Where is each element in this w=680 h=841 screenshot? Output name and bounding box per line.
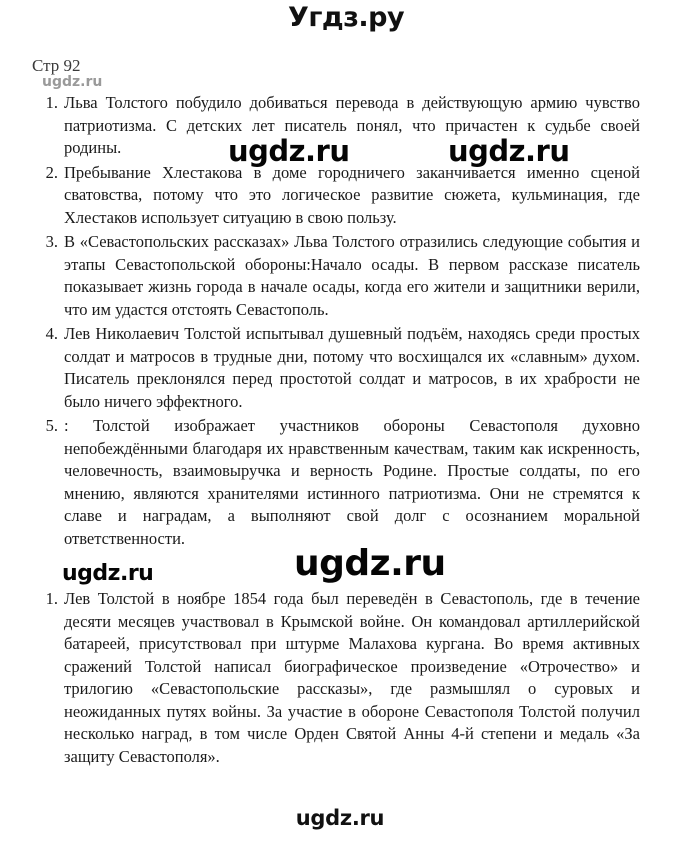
overlay-watermark: ugdz.ru bbox=[294, 543, 446, 584]
answers-list-one bbox=[40, 92, 640, 550]
list-item-number: 1. bbox=[45, 93, 58, 112]
list-item-number: 4. bbox=[45, 324, 58, 343]
list-item bbox=[40, 162, 640, 230]
list-item bbox=[40, 323, 640, 413]
list-item-text: В «Севастопольских рассказах» Льва Толстого отразились следующие события и этапы Севастопольской обороны:Начало осады. В первом рассказе писатель показывает жизнь города в начале осады, когда его жители и защитники верили, что им удастся отстоять Севастополь. bbox=[64, 232, 640, 319]
list-item-text: Пребывание Хлестакова в доме городничего заканчивается именно сценой сватовства, потому что это логическое развитие сюжета, кульминация, где Хлестаков использует ситуацию в свою пользу. bbox=[64, 162, 640, 227]
answers-section-two bbox=[40, 588, 640, 770]
site-logo: Угдз.ру bbox=[288, 2, 405, 33]
overlay-watermark: ugdz.ru bbox=[62, 561, 154, 586]
overlay-watermark: ugdz.ru bbox=[228, 134, 350, 168]
list-item-number: 5. bbox=[45, 416, 58, 435]
bottom-watermark: ugdz.ru bbox=[295, 806, 385, 830]
list-item bbox=[40, 588, 640, 768]
list-item-number: 1. bbox=[45, 589, 58, 608]
list-item bbox=[40, 92, 640, 160]
answers-section-one bbox=[40, 92, 640, 552]
answers-list-two bbox=[40, 588, 640, 768]
list-item-text: Льва Толстого побудило добиваться перевода в действующую армию чувство патриотизма. С детских лет писатель понял, что причастен к судьбе своей родины. bbox=[64, 93, 640, 157]
list-item-number: 3. bbox=[45, 232, 58, 251]
list-item bbox=[40, 415, 640, 550]
overlay-watermark: ugdz.ru bbox=[448, 134, 570, 168]
page-title: Стр 92 bbox=[32, 56, 81, 75]
list-item-number: 2. bbox=[45, 162, 58, 182]
faint-watermark: ugdz.ru bbox=[42, 74, 103, 90]
list-item-text: : Толстой изображает участников обороны Севастополя духовно непобеждёнными благодаря их нравственным качествам, таким как искренность, человечность, взаимовыручка и верность Родине. Простые солдаты, по его мнению, являются хранителями истинного патриотизма. Они не стремятся к славе и наградам, а выполняют свой долг с осознанием моральной ответственности. bbox=[64, 416, 640, 548]
list-item bbox=[40, 231, 640, 321]
list-item-text: Лев Толстой в ноябре 1854 года был переведён в Севастополь, где в течение десяти месяцев участвовал в Крымской войне. Он командовал артиллерийской батареей, присутствовал при штурме Малахова кургана. Во время активных сражений Толстой написал биографическое произведение «Отрочество» и трилогию «Севастопольские рассказы», где размышлял о суровых и неожиданных путях войны. За участие в обороне Севастополя Толстой получил несколько наград, в том числе Орден Святой Анны 4-й степени и медаль «За защиту Севастополя». bbox=[64, 589, 640, 766]
list-item-text: Лев Николаевич Толстой испытывал душевный подъём, находясь среди простых солдат и матросов в трудные дни, потому что восхищался их «славным» духом. Писатель преклонялся перед простотой солдат и матросов, в их храбрости не было ничего эффектного. bbox=[64, 324, 640, 411]
